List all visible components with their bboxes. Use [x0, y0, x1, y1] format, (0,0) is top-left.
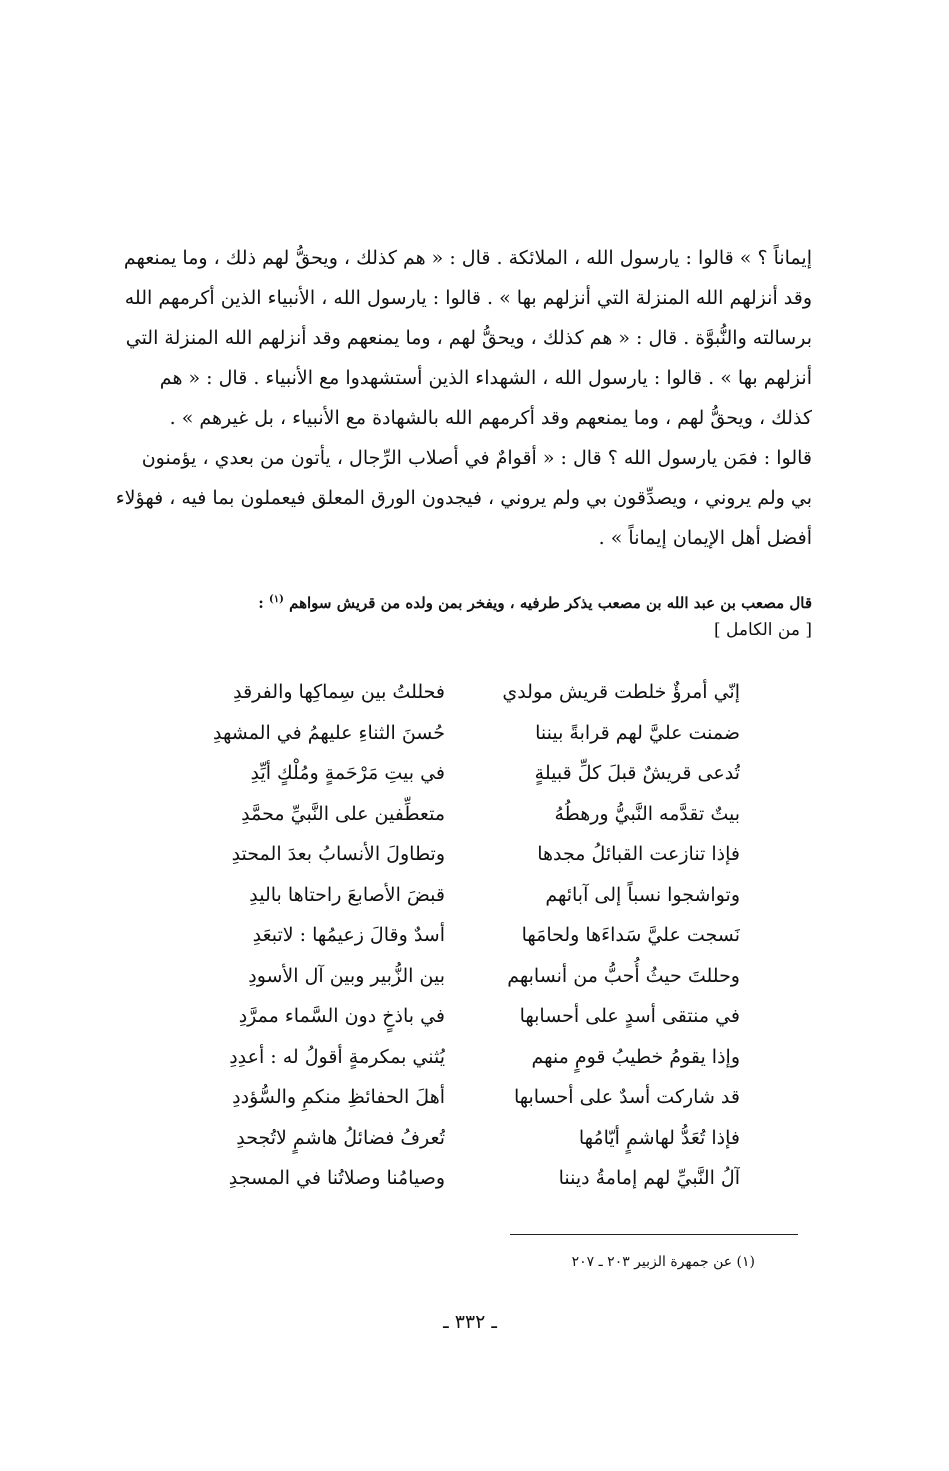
first-hemistich: إنّي أمرؤٌ خلطت قريش مولدي	[502, 681, 740, 703]
first-hemistich: تُدعى قريشٌ قبلَ كلِّ قبيلةٍ	[534, 762, 740, 784]
poem-intro-colon: :	[258, 594, 270, 612]
poem-verse	[180, 1037, 740, 1078]
first-hemistich: آلُ النَّبيِّ لهم إمامةُ ديننا	[558, 1167, 740, 1189]
second-hemistich: حُسنَ الثناءِ عليهمُ في المشهدِ	[213, 721, 445, 744]
first-hemistich: نَسجت عليَّ سَداءَها ولحامَها	[521, 924, 740, 946]
first-hemistich: بيتٌ تقدَّمه النَّبيُّ ورهطُهُ	[554, 802, 740, 825]
poem-verse	[180, 834, 740, 875]
poem-introduction	[112, 585, 812, 645]
second-hemistich: يُثني بمكرمةٍ أقولُ له : أعدِدِ	[229, 1045, 445, 1068]
prose-line: إيماناً ؟ » قالوا : يارسول الله ، الملائكة . قال : « هم كذلك ، ويحقُّ لهم ذلك ، وما يمنعهم	[123, 247, 812, 269]
poem-verse	[180, 1077, 740, 1118]
first-hemistich: وتواشجوا نسباً إلى آبائهم	[545, 883, 740, 906]
second-hemistich: تُعرفُ فضائلُ هاشمٍ لاتُجحدِ	[236, 1126, 445, 1149]
prose-paragraph	[112, 238, 812, 558]
poem-verse	[180, 996, 740, 1037]
footnote-reference[interactable]: (١)	[269, 594, 284, 605]
prose-line: وقد أنزلهم الله المنزلة التي أنزلهم بها » . قالوا : يارسول الله ، الأنبياء الذين أكرمهم الله	[124, 287, 812, 309]
first-hemistich: وإذا يقومُ خطيبُ قومٍ منهم	[531, 1045, 740, 1068]
second-hemistich: وتطاولَ الأنسابُ بعدَ المحتدِ	[231, 843, 445, 865]
footnote-separator	[510, 1234, 798, 1235]
first-hemistich: قد شاركت أسدٌ على أحسابها	[513, 1086, 740, 1108]
prose-line: برسالته والنُّبوَّة . قال : « هم كذلك ، ويحقُّ لهم ، وما يمنعهم وقد أنزلهم الله المنزلة التي	[125, 327, 812, 349]
first-hemistich: في منتقى أسدٍ على أحسابها	[519, 1005, 740, 1027]
first-hemistich: ضمنت عليَّ لهم قرابةً بيننا	[535, 721, 740, 744]
second-hemistich: فحللتُ بين سِماكِها والفرقدِ	[233, 681, 445, 703]
second-hemistich: قبضَ الأصابعَ راحتاها باليدِ	[249, 883, 445, 906]
poem-verse	[180, 1158, 740, 1199]
poem-verse	[180, 672, 740, 713]
prose-line: أنزلهم بها » . قالوا : يارسول الله ، الشهداء الذين أستشهدوا مع الأنبياء . قال : « هم	[159, 367, 812, 389]
second-hemistich: أهلَ الحفائظِ منكمِ والسُّؤددِ	[232, 1086, 445, 1108]
poem-verse	[180, 875, 740, 916]
prose-line: بي ولم يروني ، ويصدِّقون بي ولم يروني ، فيجدون الورق المعلق فيعملون بما فيه ، فهؤلاء	[115, 487, 812, 509]
prose-line: أفضل أهل الإيمان إيماناً » .	[598, 527, 812, 549]
second-hemistich: أسدٌ وقالَ زعيمُها : لاتبعَدِ	[252, 924, 445, 946]
second-hemistich: في باذخٍ دون السَّماء ممرَّدِ	[238, 1005, 445, 1027]
poem-verse	[180, 713, 740, 754]
page-number: ـ ٣٣٢ ـ	[443, 1311, 497, 1333]
second-hemistich: وصيامُنا وصلاتُنا في المسجدِ	[228, 1167, 445, 1189]
second-hemistich: متعطِّفين على النَّبيِّ محمَّدِ	[241, 802, 445, 825]
footnote: (١) عن جمهرة الزبير ٢٠٣ ـ ٢٠٧	[571, 1254, 755, 1270]
poem-verse	[180, 915, 740, 956]
first-hemistich: فإذا تُعَدُّ لهاشمٍ أيّامُها	[578, 1126, 740, 1149]
prose-line: كذلك ، ويحقُّ لهم ، وما يمنعهم وقد أكرمهم الله بالشهادة مع الأنبياء ، بل غيرهم » .	[169, 407, 812, 429]
poem	[180, 672, 740, 1199]
poem-verse	[180, 794, 740, 835]
poem-verse	[180, 753, 740, 794]
poem-intro-text: قال مصعب بن عبد الله بن مصعب يذكر طرفيه ، ويفخر بمن ولده من قريش سواهم	[289, 594, 812, 612]
poem-intro-line	[112, 585, 812, 615]
poem-verse	[180, 1118, 740, 1159]
first-hemistich: وحللتَ حيثُ أُحبُّ من أنسابهم	[507, 964, 740, 987]
poem-verse	[180, 956, 740, 997]
poem-meter-label: [ من الكامل ]	[714, 620, 812, 640]
first-hemistich: فإذا تنازعت القبائلُ مجدها	[537, 843, 740, 865]
prose-line: قالوا : فمَن يارسول الله ؟ قال : « أقوامٌ في أصلاب الرِّجال ، يأتون من بعدي ، يؤمنون	[141, 447, 812, 469]
second-hemistich: في بيتِ مَرْحَمةٍ ومُلْكٍ أيِّدِ	[250, 762, 445, 784]
second-hemistich: بين الزُّبير وبين آل الأسودِ	[248, 964, 445, 987]
